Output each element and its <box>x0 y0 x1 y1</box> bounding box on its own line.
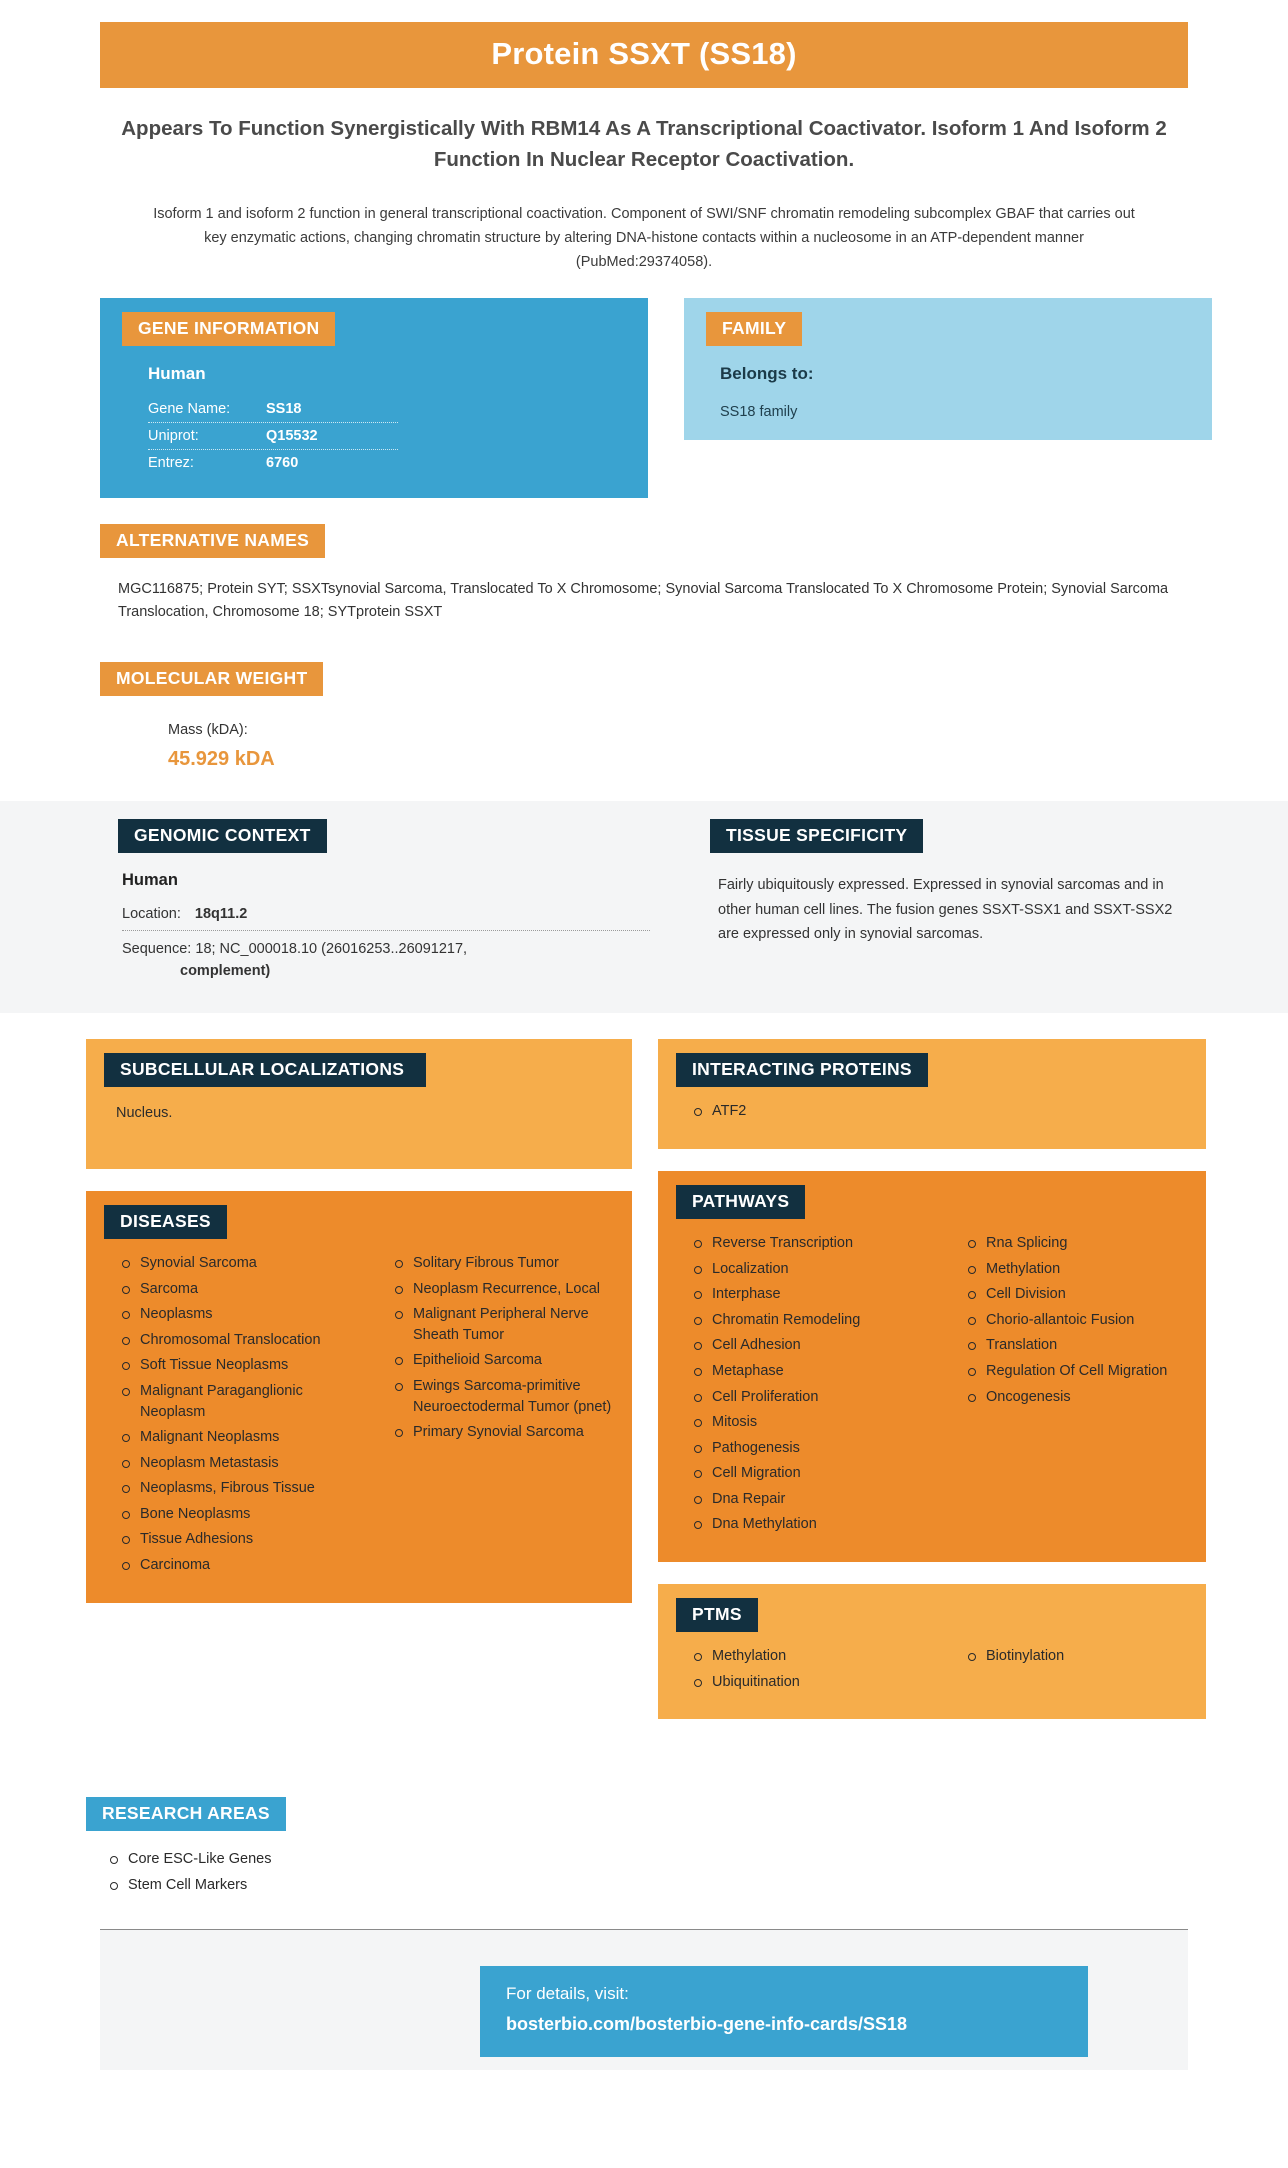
list-item: Pathogenesis <box>692 1438 932 1459</box>
diseases-list-col2 <box>359 1253 632 1443</box>
molecular-weight-section <box>100 662 1288 696</box>
list-item: Oncogenesis <box>966 1387 1206 1408</box>
ptms-list-col1 <box>658 1646 932 1692</box>
interacting-proteins-list <box>658 1101 1206 1122</box>
cards-right-column <box>658 1039 1206 1741</box>
subcellular-localizations-text: Nucleus. <box>116 1105 173 1122</box>
genomic-context-species: Human <box>122 871 178 890</box>
list-item: Cell Proliferation <box>692 1387 932 1408</box>
divider <box>122 930 650 931</box>
list-item: Solitary Fibrous Tumor <box>393 1253 632 1274</box>
genomic-location-row <box>122 906 652 922</box>
cards-area <box>0 1039 1288 1779</box>
gene-family-row <box>0 298 1288 498</box>
list-item: Biotinylation <box>966 1646 1206 1667</box>
pathways-list-col2 <box>932 1233 1206 1407</box>
research-areas-header: RESEARCH AREAS <box>86 1797 286 1831</box>
list-item: Epithelioid Sarcoma <box>393 1350 632 1371</box>
genomic-location-label: Location: <box>122 906 181 923</box>
pathways-header: PATHWAYS <box>676 1185 805 1219</box>
list-item: Neoplasms, Fibrous Tissue <box>120 1478 359 1499</box>
gene-information-card <box>100 298 648 498</box>
molecular-weight-value: 45.929 kDA <box>168 748 275 771</box>
uniprot-label: Uniprot: <box>148 427 199 444</box>
list-item: ATF2 <box>692 1101 1206 1122</box>
pathways-card <box>658 1171 1206 1562</box>
list-item: Dna Methylation <box>692 1514 932 1535</box>
family-item: SS18 family <box>720 403 798 420</box>
gene-name-value: SS18 <box>266 400 302 417</box>
list-item: Neoplasms <box>120 1304 359 1325</box>
table-row <box>148 423 398 450</box>
ptms-header: PTMS <box>676 1598 758 1632</box>
diseases-lists <box>86 1239 632 1581</box>
ptms-card <box>658 1584 1206 1719</box>
genomic-sequence-value: 18; NC_000018.10 (26016253..26091217, <box>195 941 468 958</box>
list-item: Methylation <box>966 1259 1206 1280</box>
gene-information-header: GENE INFORMATION <box>122 312 335 346</box>
list-item: Ubiquitination <box>692 1672 932 1693</box>
list-item: Dna Repair <box>692 1489 932 1510</box>
list-item: Core ESC-Like Genes <box>108 1849 1288 1870</box>
list-item: Localization <box>692 1259 932 1280</box>
family-header: FAMILY <box>706 312 802 346</box>
list-item: Chromosomal Translocation <box>120 1330 359 1351</box>
gene-info-card <box>0 22 1288 2110</box>
genomic-sequence-value-cont: complement) <box>180 963 271 980</box>
genomic-sequence-label: Sequence: <box>122 941 192 958</box>
footer-link-box[interactable] <box>480 1966 1088 2057</box>
list-item: Synovial Sarcoma <box>120 1253 359 1274</box>
tissue-specificity-card <box>682 819 1222 947</box>
page-subtitle: Appears To Function Synergistically With RBM14 As A Transcriptional Coactivator. Isoform 1 And Isoform 2 Function In Nuclear Receptor Coactivation. <box>121 117 1167 171</box>
research-areas-section <box>0 1797 1288 1895</box>
list-item: Malignant Neoplasms <box>120 1427 359 1448</box>
genomic-context-card <box>100 819 660 979</box>
gene-name-label: Gene Name: <box>148 400 231 417</box>
family-belongs-label: Belongs to: <box>720 363 814 383</box>
intro-paragraph: Isoform 1 and isoform 2 function in general transcriptional coactivation. Component of SWI/SNF chromatin remodeling subcomplex GBAF that carries out key enzymatic actions, changing chromatin structure by altering DNA-histone contacts within a nucleosome in an ATP-dependent manner (PubMed:29374058). <box>153 205 1135 270</box>
list-item: Chromatin Remodeling <box>692 1310 932 1331</box>
genomic-tissue-band <box>0 801 1288 1013</box>
list-item: Bone Neoplasms <box>120 1504 359 1525</box>
bottom-spacer <box>0 2070 1288 2110</box>
interacting-proteins-header: INTERACTING PROTEINS <box>676 1053 928 1087</box>
list-item: Translation <box>966 1335 1206 1356</box>
subcellular-localizations-header: SUBCELLULAR LOCALIZATIONS <box>104 1053 426 1087</box>
tissue-specificity-header: TISSUE SPECIFICITY <box>710 819 923 853</box>
diseases-list-col1 <box>86 1253 359 1576</box>
list-item: Metaphase <box>692 1361 932 1382</box>
list-item: Malignant Paraganglionic Neoplasm <box>120 1381 359 1422</box>
list-item: Regulation Of Cell Migration <box>966 1361 1206 1382</box>
table-row <box>148 450 398 476</box>
footer-url[interactable]: bosterbio.com/bosterbio-gene-info-cards/SS18 <box>506 2014 908 2035</box>
list-item: Cell Adhesion <box>692 1335 932 1356</box>
list-item: Soft Tissue Neoplasms <box>120 1355 359 1376</box>
diseases-card <box>86 1191 632 1603</box>
alternative-names-text: MGC116875; Protein SYT; SSXTsynovial Sarcoma, Translocated To X Chromosome; Synovial Sarcoma Translocated To X Chromosome Protein; Synovial Sarcoma Translocation, Chromosome 18; SYTprotein SSXT <box>118 580 1169 620</box>
footer-line1: For details, visit: <box>506 1984 629 2004</box>
uniprot-value: Q15532 <box>266 427 318 444</box>
molecular-weight-label: Mass (kDA): <box>168 722 248 739</box>
gene-information-species: Human <box>148 363 206 383</box>
list-item: Neoplasm Metastasis <box>120 1453 359 1474</box>
list-item: Sarcoma <box>120 1279 359 1300</box>
alternative-names-section <box>100 524 1288 558</box>
list-item: Interphase <box>692 1284 932 1305</box>
list-item: Cell Migration <box>692 1463 932 1484</box>
cards-left-column <box>86 1039 632 1625</box>
diseases-header: DISEASES <box>104 1205 227 1239</box>
list-item: Primary Synovial Sarcoma <box>393 1422 632 1443</box>
alternative-names-header: ALTERNATIVE NAMES <box>100 524 325 558</box>
table-row <box>148 396 398 423</box>
genomic-location-value: 18q11.2 <box>194 906 248 923</box>
pathways-lists <box>658 1219 1206 1540</box>
subcellular-localizations-card <box>86 1039 632 1169</box>
entrez-value: 6760 <box>266 454 299 471</box>
list-item: Reverse Transcription <box>692 1233 932 1254</box>
list-item: Carcinoma <box>120 1555 359 1576</box>
molecular-weight-header: MOLECULAR WEIGHT <box>100 662 323 696</box>
list-item: Stem Cell Markers <box>108 1875 1288 1896</box>
family-card <box>684 298 1212 440</box>
list-item: Mitosis <box>692 1412 932 1433</box>
ptms-list-col2 <box>932 1646 1206 1667</box>
page-title: Protein SSXT (SS18) <box>100 22 1188 88</box>
list-item: Malignant Peripheral Nerve Sheath Tumor <box>393 1304 632 1345</box>
research-areas-list <box>0 1849 1288 1895</box>
interacting-proteins-card <box>658 1039 1206 1149</box>
list-item: Rna Splicing <box>966 1233 1206 1254</box>
pathways-list-col1 <box>658 1233 932 1535</box>
footer <box>100 1930 1188 2070</box>
list-item: Tissue Adhesions <box>120 1529 359 1550</box>
ptms-lists <box>658 1632 1206 1697</box>
genomic-sequence-row <box>122 941 652 957</box>
list-item: Methylation <box>692 1646 932 1667</box>
entrez-label: Entrez: <box>148 454 194 471</box>
gene-information-table <box>148 396 398 476</box>
list-item: Chorio-allantoic Fusion <box>966 1310 1206 1331</box>
list-item: Ewings Sarcoma-primitive Neuroectodermal Tumor (pnet) <box>393 1376 632 1417</box>
list-item: Neoplasm Recurrence, Local <box>393 1279 632 1300</box>
list-item: Cell Division <box>966 1284 1206 1305</box>
tissue-specificity-text: Fairly ubiquitously expressed. Expressed in synovial sarcomas and in other human cell lines. The fusion genes SSXT-SSX1 and SSXT-SSX2 are expressed only in synovial sarcomas. <box>718 877 1173 943</box>
genomic-context-header: GENOMIC CONTEXT <box>118 819 327 853</box>
